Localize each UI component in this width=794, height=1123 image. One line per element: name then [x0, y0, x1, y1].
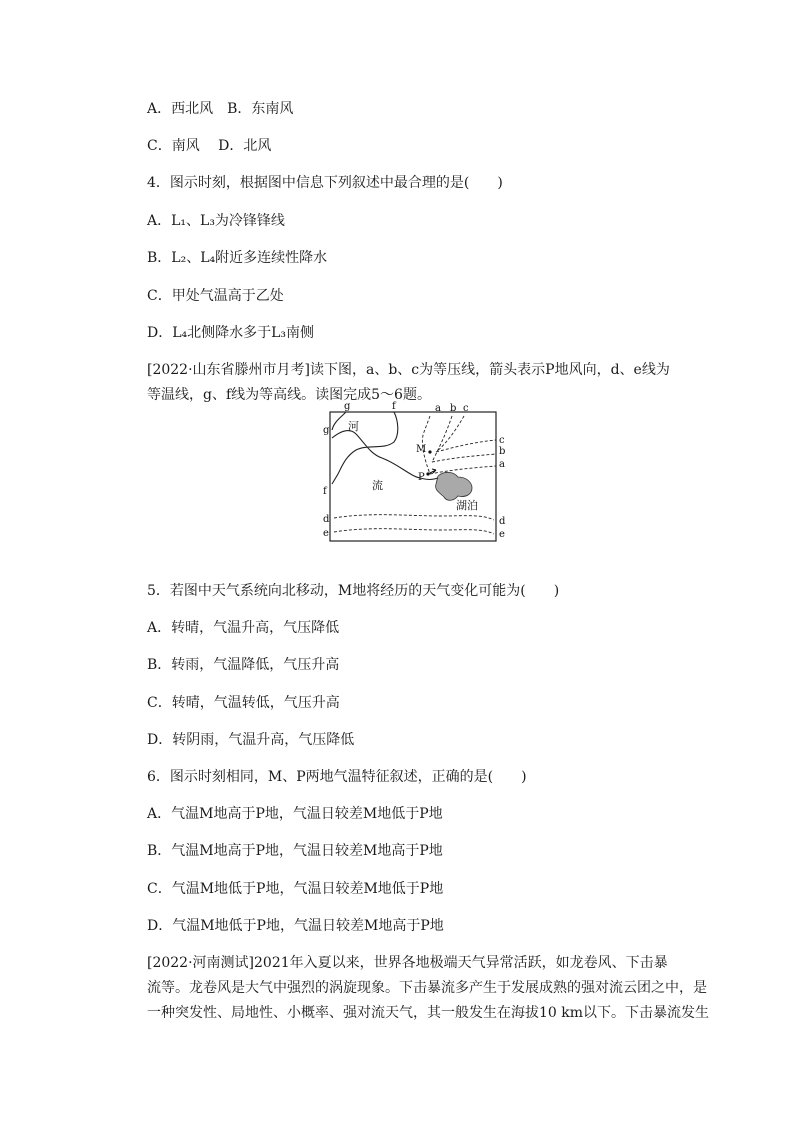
intro2-line3: 一种突发性、局地性、小概率、强对流天气，其一般发生在海拔10 km以下。下击暴流发生: [147, 1005, 710, 1021]
q5-stem: 5．若图中天气系统向北移动，M地将经历的天气变化可能为( ): [147, 583, 560, 599]
q4-option-a: A．L₁、L₃为冷锋锋线: [147, 213, 285, 229]
isobar-b-right: [432, 454, 496, 462]
q5-option-a: A．转晴，气温升高，气压降低: [147, 620, 340, 636]
label-f-top: f: [392, 401, 396, 412]
intro2-line2: 流等。龙卷风是大气中强烈的涡旋现象。下击暴流多产生于发展成熟的强对流云团之中，是: [147, 980, 707, 996]
q4-option-c: C．甲处气温高于乙处: [147, 288, 284, 304]
label-m: M: [416, 444, 427, 455]
label-b-top: b: [450, 403, 457, 414]
intro2-line1: [2022·河南测试]2021年入夏以来，世界各地极端天气异常活跃，如龙卷风、下击暴: [147, 955, 668, 971]
contour-g: [332, 412, 346, 430]
q3-options-row2: C．南风 D．北风: [147, 138, 272, 154]
weather-map-figure: [320, 400, 510, 548]
q4-option-d: D．L₄北侧降水多于L₃南侧: [147, 325, 315, 341]
label-c-top: c: [463, 403, 469, 414]
isotherm-d: [334, 515, 494, 520]
q5-option-d: D．转阴雨，气温升高，气压降低: [147, 732, 355, 748]
q6-option-c: C．气温M地低于P地，气温日较差M地低于P地: [147, 881, 444, 897]
q5-option-c: C．转晴，气温转低，气压升高: [147, 695, 340, 711]
label-f-left: f: [323, 486, 327, 497]
q6-stem: 6．图示时刻相同，M、P两地气温特征叙述，正确的是( ): [147, 769, 527, 785]
label-e-left: e: [323, 528, 329, 539]
isotherm-e: [334, 529, 494, 534]
label-c-right: c: [499, 435, 505, 446]
label-g-left: g: [323, 425, 330, 436]
label-river-1: 河: [348, 420, 359, 433]
contour-f: [332, 412, 398, 484]
label-a-right: a: [499, 459, 505, 470]
q4-stem: 4．图示时刻，根据图中信息下列叙述中最合理的是( ): [147, 175, 503, 191]
label-b-right: b: [499, 446, 506, 457]
isobar-c-right: [436, 440, 496, 452]
q4-option-b: B．L₂、L₄附近多连续性降水: [147, 250, 328, 266]
q6-option-b: B．气温M地高于P地，气温日较差M地高于P地: [147, 843, 443, 859]
lake-shape: [436, 472, 472, 500]
label-g-top: g: [344, 401, 351, 412]
label-e-right: e: [499, 529, 505, 540]
q6-option-d: D．气温M地低于P地，气温日较差M地高于P地: [147, 918, 444, 934]
label-d-left: d: [323, 514, 330, 525]
label-lake: 湖泊: [456, 499, 478, 512]
label-p: P: [418, 472, 425, 483]
q6-option-a: A．气温M地高于P地，气温日较差M地低于P地: [147, 806, 443, 822]
isobar-a-right: [430, 466, 496, 474]
point-m: [428, 450, 431, 453]
label-river-2: 流: [372, 479, 383, 492]
intro1-line1: [2022·山东省滕州市月考]读下图，a、b、c为等压线，箭头表示P地风向，d、e线为: [147, 362, 670, 378]
label-d-right: d: [499, 516, 506, 527]
intro1-line2: 等温线，g、f线为等高线。读图完成5～6题。: [147, 387, 431, 403]
label-a-top: a: [435, 403, 441, 414]
q5-option-b: B．转雨，气温降低，气压升高: [147, 657, 340, 673]
q3-options-row1: A．西北风 B．东南风: [147, 101, 294, 117]
